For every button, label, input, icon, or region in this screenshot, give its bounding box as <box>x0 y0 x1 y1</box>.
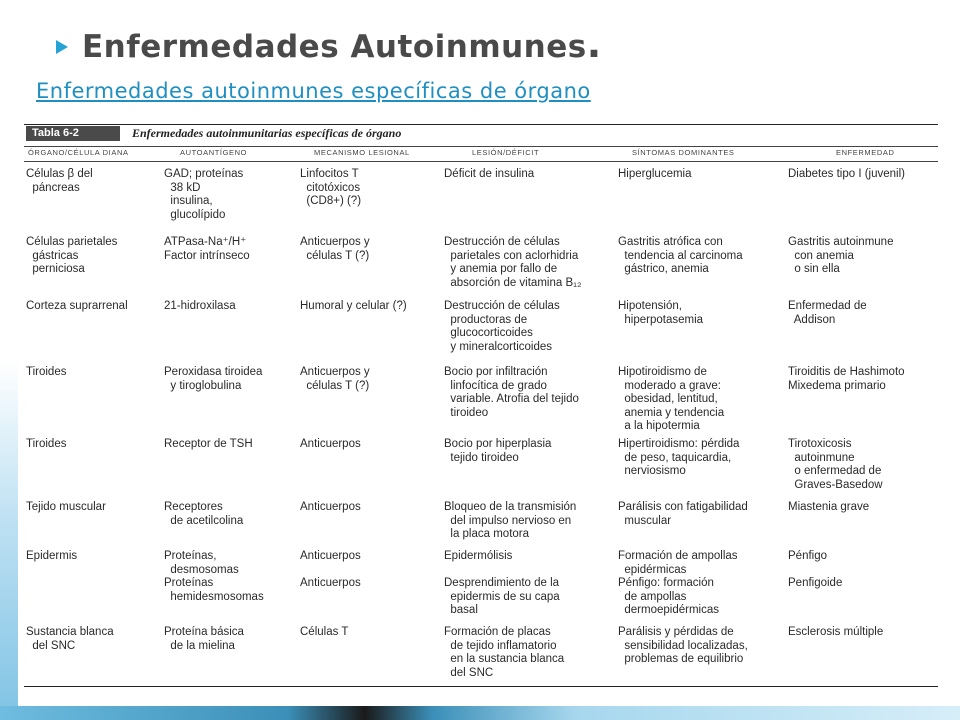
bottom-decoration <box>0 706 960 720</box>
cell-lesion: Déficit de insulina <box>444 168 535 180</box>
cell-disease: Gastritis autoinmune con anemia o sin ella <box>788 236 894 275</box>
arrow-bullet-icon <box>56 40 68 54</box>
table-header-bar <box>24 124 938 143</box>
table-caption: Enfermedades autoinmunitarias específicas de órgano <box>132 126 402 140</box>
column-header: MECANISMO LESIONAL <box>314 148 410 157</box>
cell-lesion: Destrucción de células productoras de glucocorticoides y mineralcorticoides <box>444 300 560 353</box>
cell-mechanism: Anticuerpos <box>300 501 361 513</box>
cell-mechanism: Anticuerpos <box>300 438 361 450</box>
cell-symptoms: Formación de ampollas epidérmicas Pénfigo: formación de ampollas dermoepidérmicas <box>618 550 738 616</box>
cell-symptoms: Parálisis con fatigabilidad muscular <box>618 501 748 527</box>
cell-autoantigen: GAD; proteínas 38 kD insulina, glucolípido <box>164 168 244 221</box>
cell-lesion: Epidermólisis Desprendimiento de la epidermis de su capa basal <box>444 550 560 616</box>
cell-organ: Tiroides <box>26 366 67 378</box>
cell-lesion: Bocio por infiltración linfocítica de grado variable. Atrofia del tejido tiroideo <box>444 366 579 419</box>
cell-symptoms: Hipertiroidismo: pérdida de peso, taquicardia, nerviosismo <box>618 438 740 477</box>
table-bottom-rule <box>24 686 938 687</box>
cell-symptoms: Gastritis atrófica con tendencia al carcinoma gástrico, anemia <box>618 236 743 275</box>
cell-disease: Pénfigo Penfigoide <box>788 550 843 589</box>
cell-lesion: Bloqueo de la transmisión del impulso nervioso en la placa motora <box>444 501 577 540</box>
column-header: LESIÓN/DÉFICIT <box>472 148 540 157</box>
cell-mechanism: Linfocitos T citotóxicos (CD8+) (?) <box>300 168 362 207</box>
cell-autoantigen: Receptor de TSH <box>164 438 253 450</box>
cell-lesion: Bocio por hiperplasia tejido tiroideo <box>444 438 552 464</box>
organ-specific-diseases-link[interactable]: Enfermedades autoinmunes específicas de órgano <box>36 79 591 103</box>
column-header: ENFERMEDAD <box>836 148 895 157</box>
cell-mechanism: Anticuerpos y células T (?) <box>300 366 370 392</box>
cell-autoantigen: Proteína básica de la mielina <box>164 626 244 652</box>
cell-organ: Corteza suprarrenal <box>26 300 128 312</box>
cell-mechanism: Anticuerpos Anticuerpos <box>300 550 361 589</box>
cell-autoantigen: Receptores de acetilcolina <box>164 501 244 527</box>
left-decoration <box>0 0 18 720</box>
cell-mechanism: Humoral y celular (?) <box>300 300 407 312</box>
cell-symptoms: Parálisis y pérdidas de sensibilidad localizadas, problemas de equilibrio <box>618 626 748 665</box>
cell-symptoms: Hiperglucemia <box>618 168 692 180</box>
cell-mechanism: Células T <box>300 626 349 638</box>
cell-disease: Esclerosis múltiple <box>788 626 884 638</box>
table-number-label: Tabla 6-2 <box>26 126 120 141</box>
cell-organ: Células β del páncreas <box>26 168 93 194</box>
column-header: AUTOANTÍGENO <box>180 148 248 157</box>
cell-disease: Enfermedad de Addison <box>788 300 867 326</box>
cell-autoantigen: Peroxidasa tiroidea y tiroglobulina <box>164 366 263 392</box>
cell-mechanism: Anticuerpos y células T (?) <box>300 236 370 262</box>
column-header: SÍNTOMAS DOMINANTES <box>632 148 735 157</box>
slide-title: Enfermedades Autoinmunes. <box>82 22 602 66</box>
cell-organ: Tejido muscular <box>26 501 106 513</box>
cell-autoantigen: ATPasa-Na⁺/H⁺ Factor intrínseco <box>164 236 250 262</box>
column-headers <box>24 146 938 162</box>
cell-organ: Células parietales gástricas perniciosa <box>26 236 118 275</box>
cell-organ: Epidermis <box>26 550 78 562</box>
column-header: ÓRGANO/CÉLULA DIANA <box>28 148 129 157</box>
cell-disease: Miastenia grave <box>788 501 870 513</box>
cell-disease: Tirotoxicosis autoinmune o enfermedad de Graves-Basedow <box>788 438 883 491</box>
cell-disease: Tiroiditis de Hashimoto Mixedema primario <box>788 366 905 392</box>
cell-autoantigen: Proteínas, desmosomas Proteínas hemidesmosomas <box>164 550 264 603</box>
cell-lesion: Destrucción de células parietales con aclorhidria y anemia por fallo de absorción de vitamina B₁₂ <box>444 236 582 289</box>
cell-organ: Tiroides <box>26 438 67 450</box>
cell-lesion: Formación de placas de tejido inflamatorio en la sustancia blanca del SNC <box>444 626 565 679</box>
cell-symptoms: Hipotiroidismo de moderado a grave: obesidad, lentitud, anemia y tendencia a la hipotermia <box>618 366 725 432</box>
cell-autoantigen: 21-hidroxilasa <box>164 300 236 312</box>
cell-symptoms: Hipotensión, hiperpotasemia <box>618 300 704 326</box>
cell-disease: Diabetes tipo I (juvenil) <box>788 168 905 180</box>
disease-table <box>24 124 938 688</box>
cell-organ: Sustancia blanca del SNC <box>26 626 114 652</box>
